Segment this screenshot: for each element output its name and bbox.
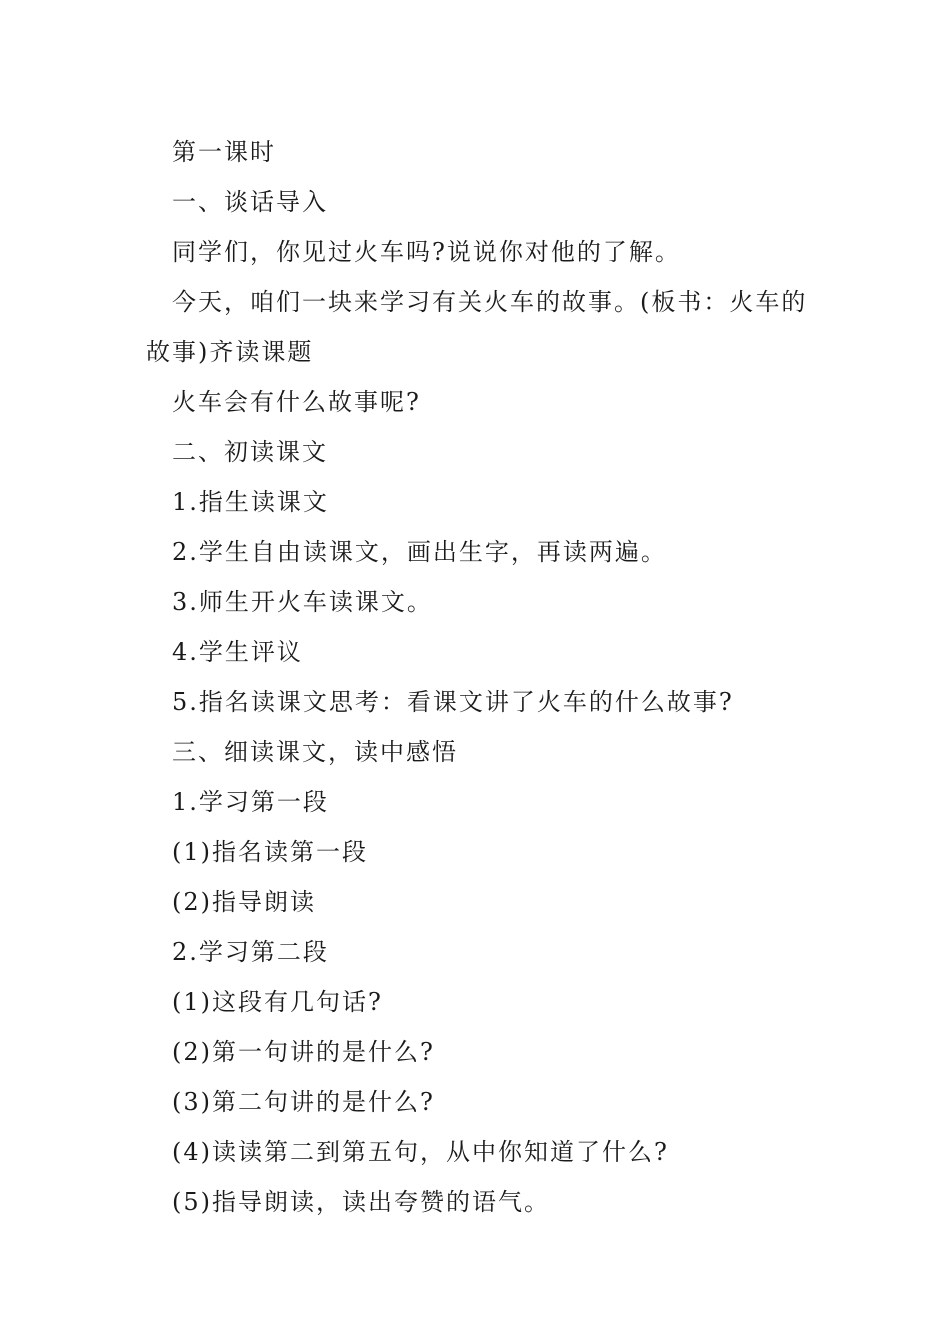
section-heading-intro: 一、谈话导入 xyxy=(172,188,328,216)
sub-list-item: (1)这段有几句话? xyxy=(172,988,383,1016)
paragraph: 同学们，你见过火车吗?说说你对他的了解。 xyxy=(172,238,681,266)
lesson-period-heading: 第一课时 xyxy=(172,138,276,166)
paragraph: 火车会有什么故事呢? xyxy=(172,388,421,416)
sub-list-item: (2)第一句讲的是什么? xyxy=(172,1038,435,1066)
list-item: 3.师生开火车读课文。 xyxy=(172,588,433,616)
list-item: 1.指生读课文 xyxy=(172,488,329,516)
list-item: 4.学生评议 xyxy=(172,638,303,666)
list-item: 2.学习第二段 xyxy=(172,938,329,966)
list-item: 2.学生自由读课文，画出生字，再读两遍。 xyxy=(172,538,667,566)
sub-list-item: (3)第二句讲的是什么? xyxy=(172,1088,435,1116)
sub-list-item: (2)指导朗读 xyxy=(172,888,316,916)
sub-list-item: (4)读读第二到第五句，从中你知道了什么? xyxy=(172,1138,669,1166)
sub-list-item: (1)指名读第一段 xyxy=(172,838,368,866)
list-item: 5.指名读课文思考：看课文讲了火车的什么故事? xyxy=(172,688,734,716)
paragraph-wrapped: 今天，咱们一块来学习有关火车的故事。(板书：火车的故事)齐读课题 xyxy=(146,288,808,366)
section-heading-first-reading: 二、初读课文 xyxy=(172,438,328,466)
document-body xyxy=(146,127,810,1227)
sub-list-item: (5)指导朗读，读出夸赞的语气。 xyxy=(172,1188,550,1216)
section-heading-close-reading: 三、细读课文，读中感悟 xyxy=(172,738,458,766)
list-item: 1.学习第一段 xyxy=(172,788,329,816)
